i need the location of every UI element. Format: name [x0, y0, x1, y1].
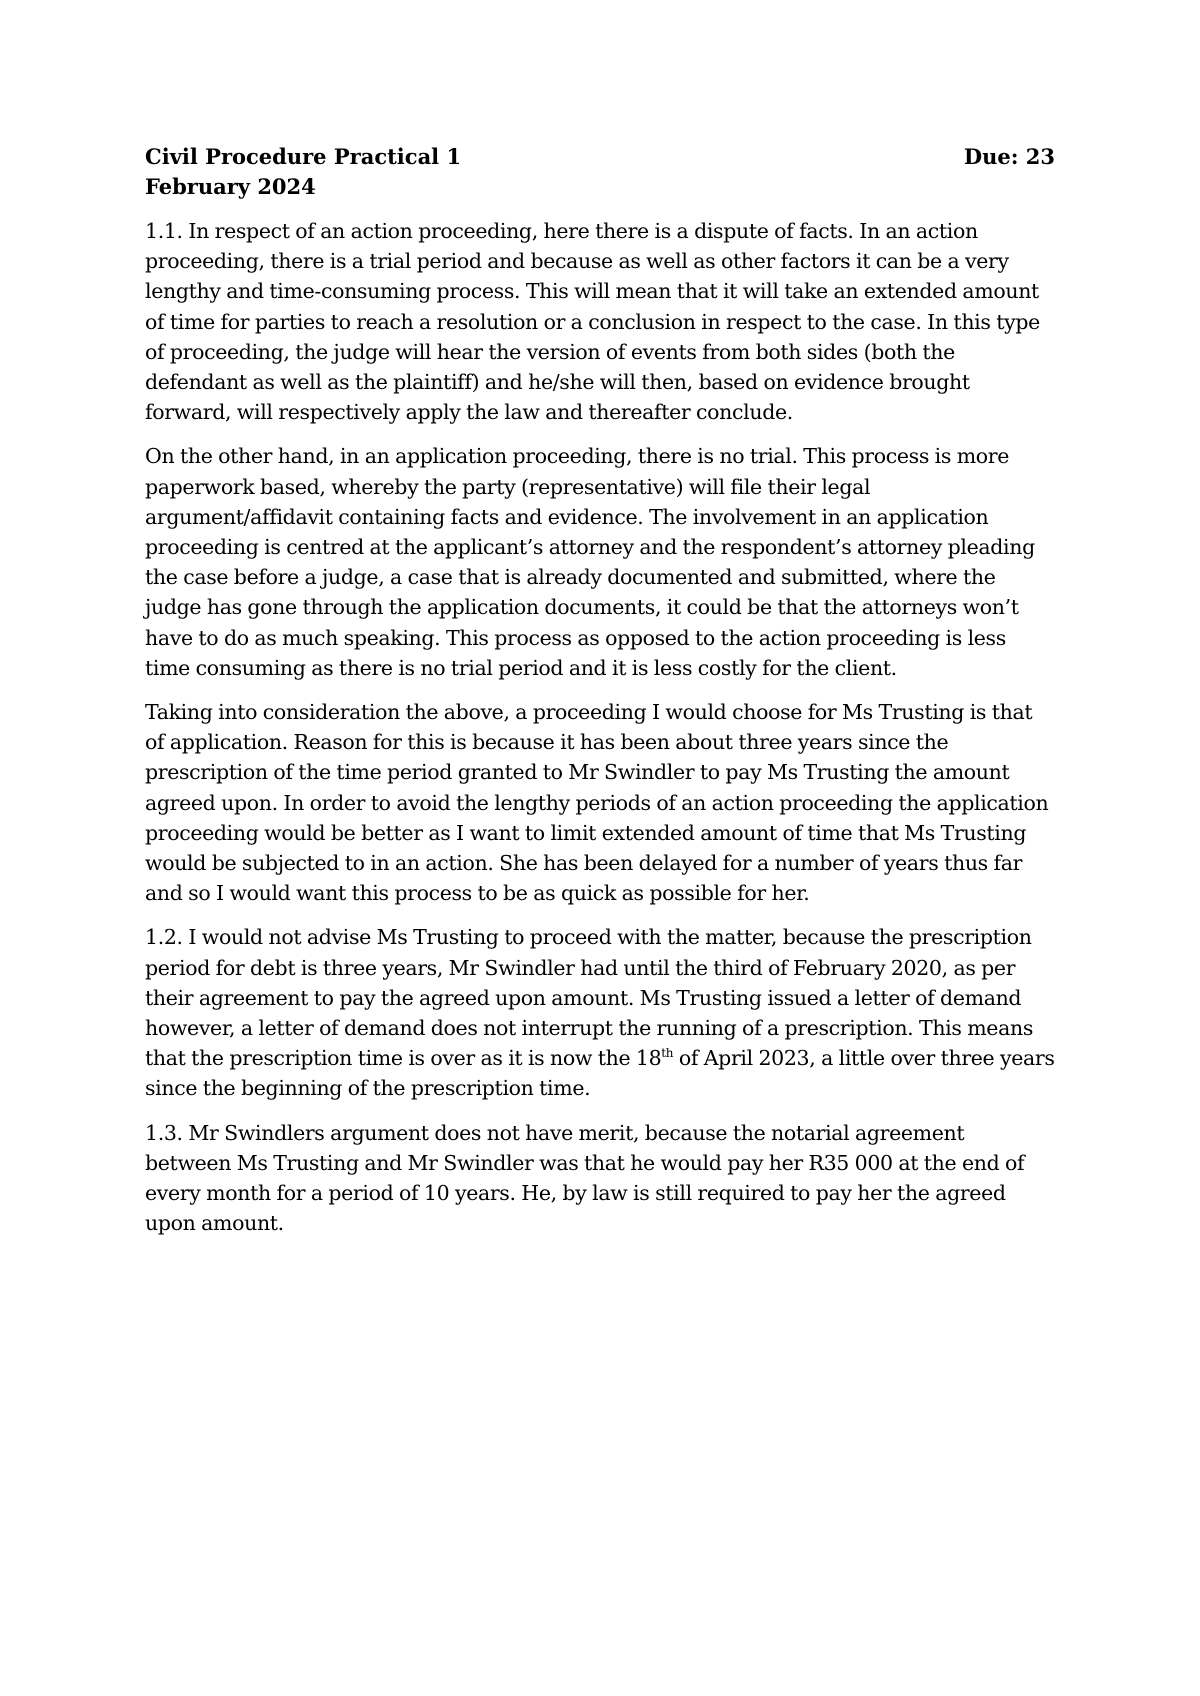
paragraph-1-2-text-end: of April 2023, a little over three years since the beginning of the prescription time. [145, 1046, 1055, 1101]
due-date-label: Due: 23 [963, 144, 1055, 169]
document-title: Civil Procedure Practical 1 [145, 144, 462, 169]
due-date-continued: February 2024 [145, 174, 316, 199]
heading-line [145, 142, 1055, 172]
paragraph-1-1: 1.1. In respect of an action proceeding, here there is a dispute of facts. In an action proceeding, there is a trial period and because as well as other factors it can be a very lengthy and time-consuming process. This will mean that it will take an extended amount of time for parties to reach a resolution or a conclusion in respect to the case. In this type of proceeding, the judge will hear the version of events from both sides (both the defendant as well as the plaintiff) and he/she will then, based on evidence brought forward, will respectively apply the law and thereafter conclude. [145, 219, 1040, 425]
paragraph-1-2 [145, 922, 1055, 1103]
document-heading [145, 142, 1055, 202]
paragraph-1-2-text: 1.2. I would not advise Ms Trusting to proceed with the matter, because the prescription period for debt is three years, Mr Swindler had until the third of February 2020, as per their agreement to pay the agreed upon amount. Ms Trusting issued a letter of demand however, a letter of demand does not interrupt the running of a prescription. This means that the prescription time is over as it is now the 18 [145, 925, 1033, 1071]
paragraph-1-3: 1.3. Mr Swindlers argument does not have merit, because the notarial agreement between Ms Trusting and Mr Swindler was that he would pay her R35 000 at the end of every month for a period of 10 years. He, by law is still required to pay her the agreed upon amount. [145, 1120, 1025, 1236]
paragraph-choice: Taking into consideration the above, a proceeding I would choose for Ms Trusting is that of application. Reason for this is because it has been about three years since the prescription of the time period granted to Mr Swindler to pay Ms Trusting the amount agreed upon. In order to avoid the lengthy periods of an action proceeding the application proceeding would be better as I want to limit extended amount of time that Ms Trusting would be subjected to in an action. She has been delayed for a number of years thus far and so I would want this process to be as quick as possible for her. [145, 700, 1049, 906]
ordinal-suffix: th [661, 1046, 674, 1061]
document-page [145, 142, 1055, 1253]
paragraph-application: On the other hand, in an application proceeding, there is no trial. This process is more paperwork based, whereby the party (representative) will file their legal argument/affidavit containing facts and evidence. The involvement in an application proceeding is centred at the applicant’s attorney and the respondent’s attorney pleading the case before a judge, a case that is already documented and submitted, where the judge has gone through the application documents, it could be that the attorneys won’t have to do as much speaking. This process as opposed to the action proceeding is less time consuming as there is no trial period and it is less costly for the client. [145, 444, 1035, 680]
